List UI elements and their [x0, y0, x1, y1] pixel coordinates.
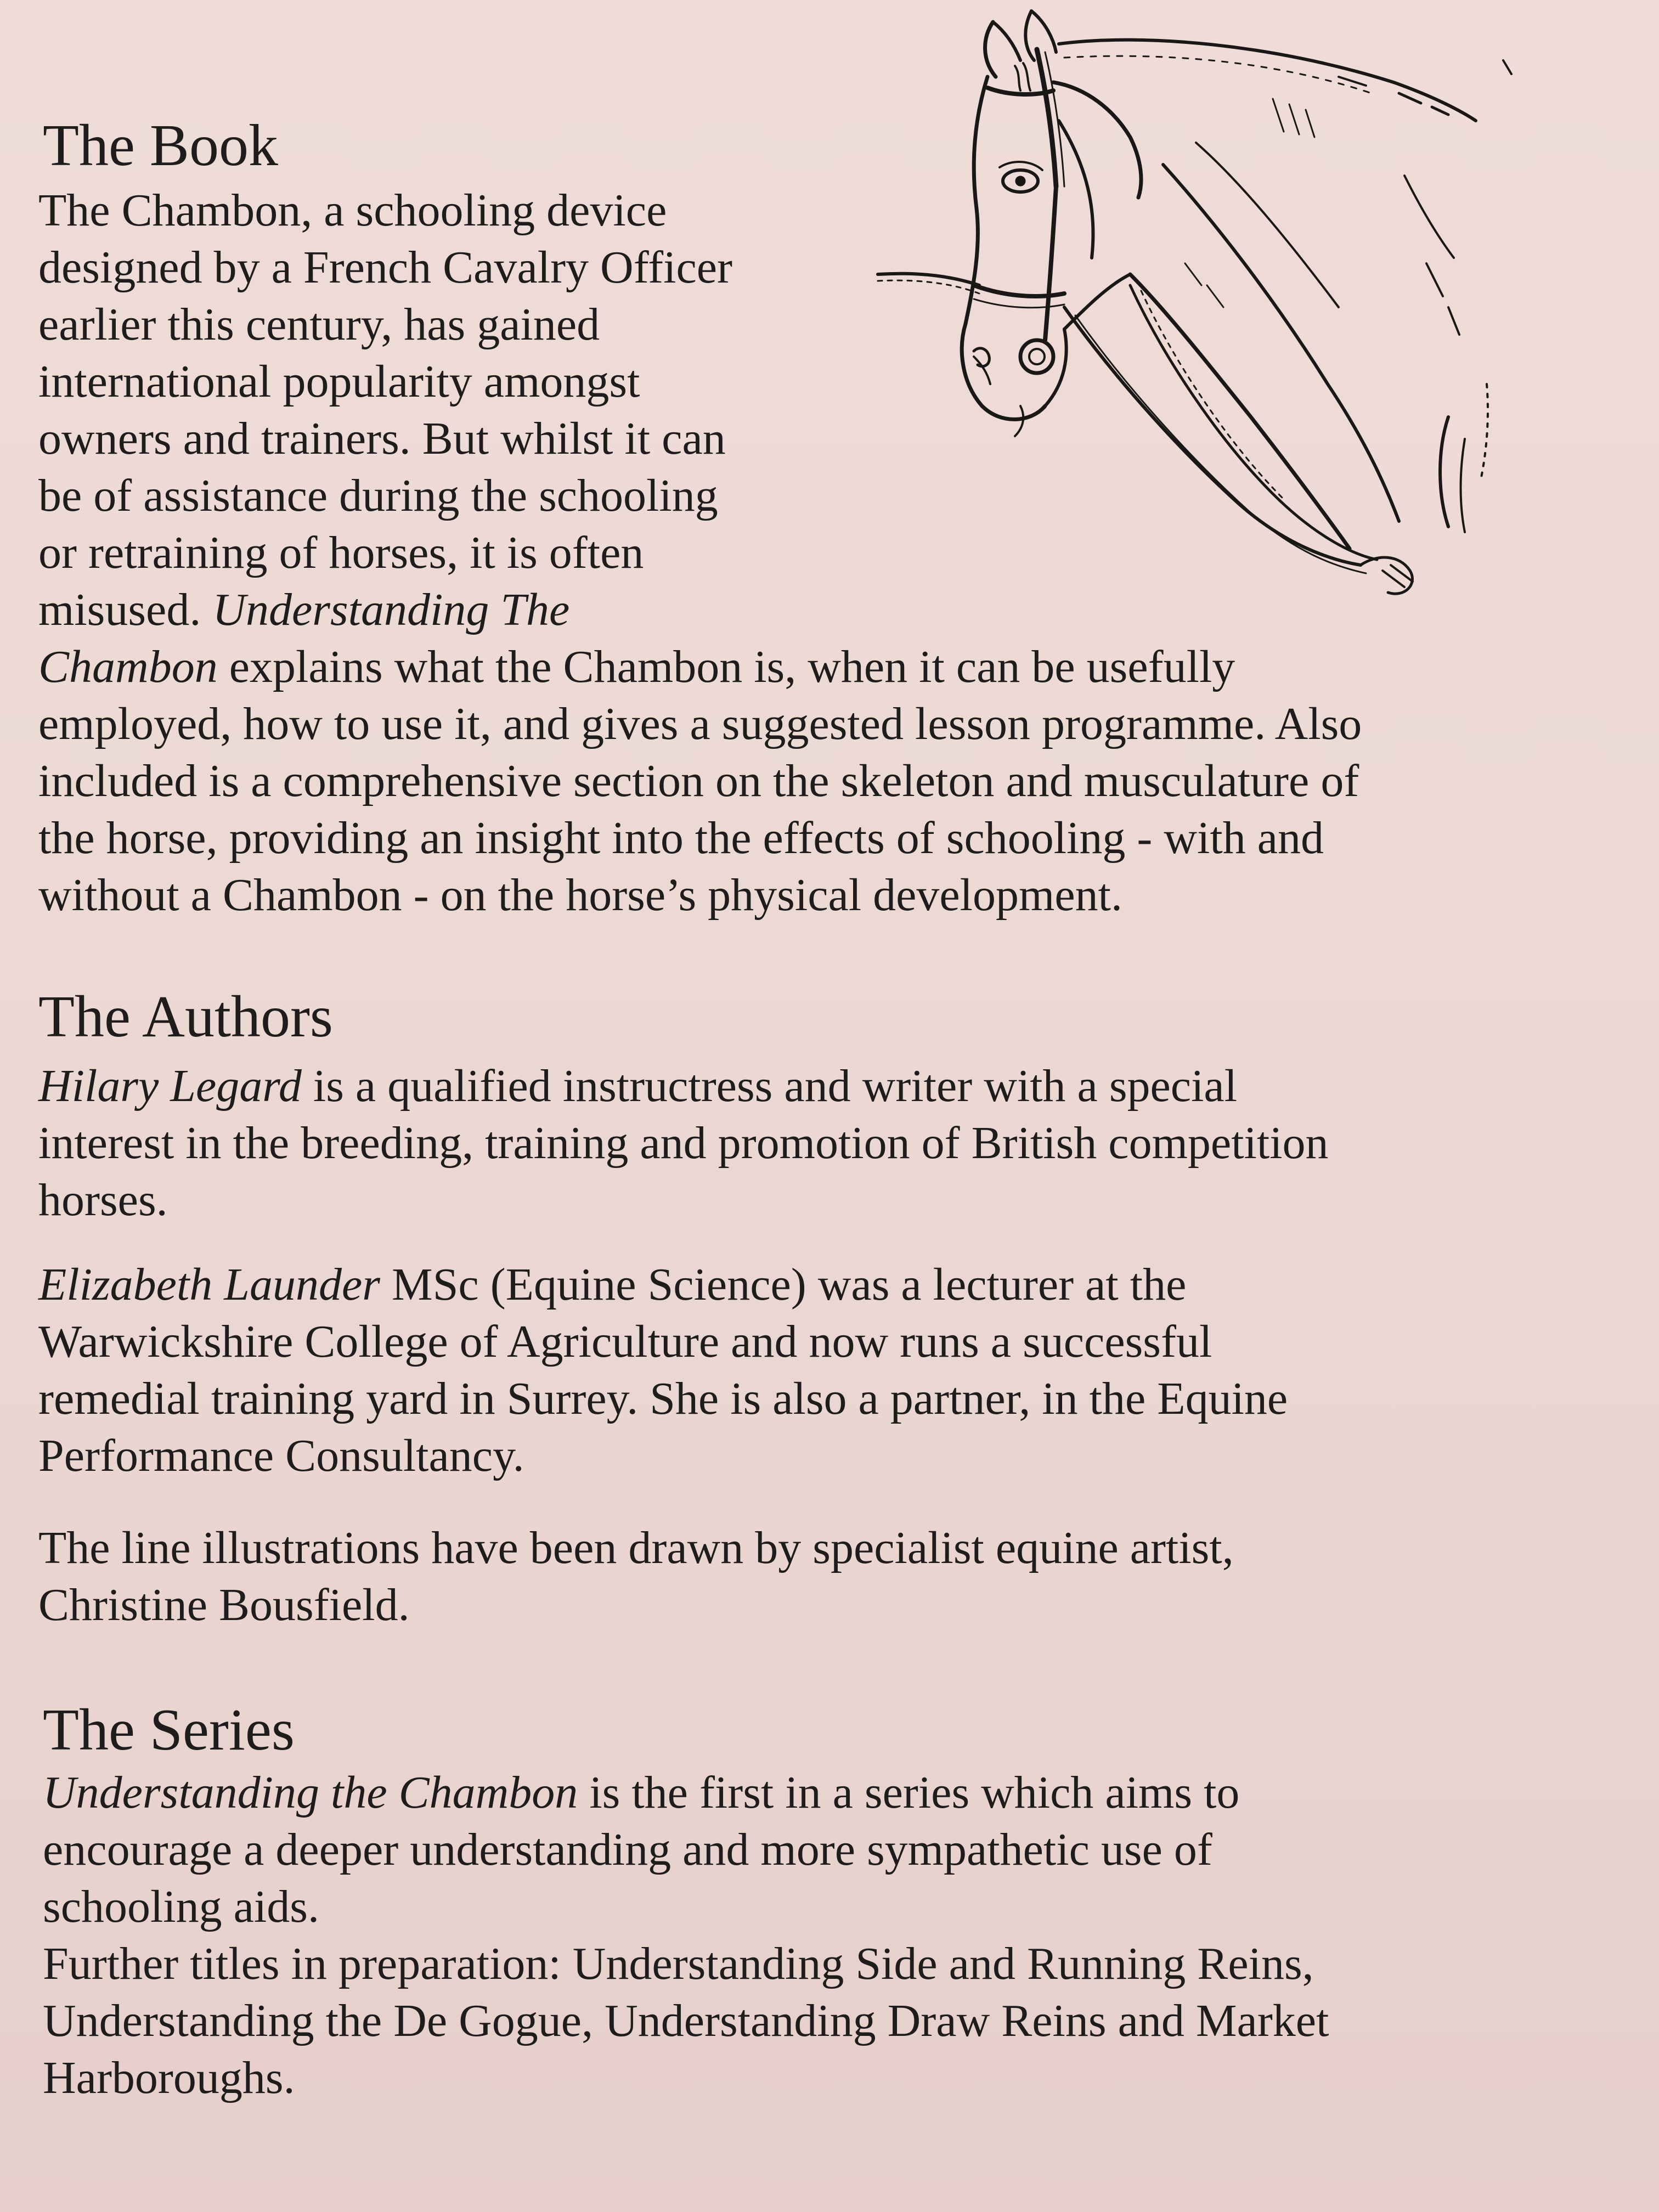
text-line: Further titles in preparation: Understanding Side and Running Reins, — [43, 1938, 1314, 1989]
text-line: earlier this century, has gained — [38, 299, 600, 350]
text-line: Understanding the Chambon is the first in a series which aims to — [43, 1767, 1240, 1818]
text-line: the horse, providing an insight into the effects of schooling - with and — [38, 812, 1324, 864]
text-line: The line illustrations have been drawn by specialist equine artist, — [38, 1522, 1234, 1573]
text-line: Warwickshire College of Agriculture and now runs a successful — [38, 1316, 1212, 1367]
text-line: Harboroughs. — [43, 2052, 295, 2103]
text-line: international popularity amongst — [38, 356, 640, 407]
book-description — [38, 182, 1362, 924]
author-bio-elizabeth-launder — [38, 1256, 1288, 1485]
section-heading-authors: The Authors — [38, 984, 333, 1049]
text-line: designed by a French Cavalry Officer — [38, 242, 733, 293]
text-line: without a Chambon - on the horse’s physical development. — [38, 870, 1122, 921]
text-line: remedial training yard in Surrey. She is also a partner, in the Equine — [38, 1373, 1288, 1424]
author-bio-hilary-legard — [38, 1058, 1329, 1229]
text-line: The Chambon, a schooling device — [38, 185, 667, 236]
text-line: Understanding the De Gogue, Understanding Draw Reins and Market — [43, 1995, 1329, 2046]
text-line: interest in the breeding, training and promotion of British competition — [38, 1118, 1329, 1169]
text-line: Performance Consultancy. — [38, 1430, 524, 1481]
text-line: encourage a deeper understanding and more sympathetic use of — [43, 1824, 1212, 1875]
section-heading-book: The Book — [43, 113, 278, 178]
text-line: horses. — [38, 1175, 168, 1226]
text-line: Christine Bousfield. — [38, 1579, 410, 1630]
text-line: employed, how to use it, and gives a suggested lesson programme. Also — [38, 698, 1362, 749]
section-heading-series: The Series — [43, 1697, 295, 1763]
text-line: owners and trainers. But whilst it can — [38, 413, 726, 464]
text-line: schooling aids. — [43, 1881, 319, 1932]
text-line: Chambon explains what the Chambon is, when it can be usefully — [38, 641, 1235, 692]
text-line: Hilary Legard is a qualified instructress and writer with a special — [38, 1060, 1238, 1111]
series-description — [43, 1764, 1329, 2107]
illustrator-credit — [38, 1520, 1234, 1634]
text-line: be of assistance during the schooling — [38, 470, 718, 521]
text-line: included is a comprehensive section on the skeleton and musculature of — [38, 755, 1359, 806]
text-line: Elizabeth Launder MSc (Equine Science) was a lecturer at the — [38, 1259, 1187, 1310]
text-line: misused. Understanding The — [38, 584, 570, 635]
text-line: or retraining of horses, it is often — [38, 527, 644, 578]
